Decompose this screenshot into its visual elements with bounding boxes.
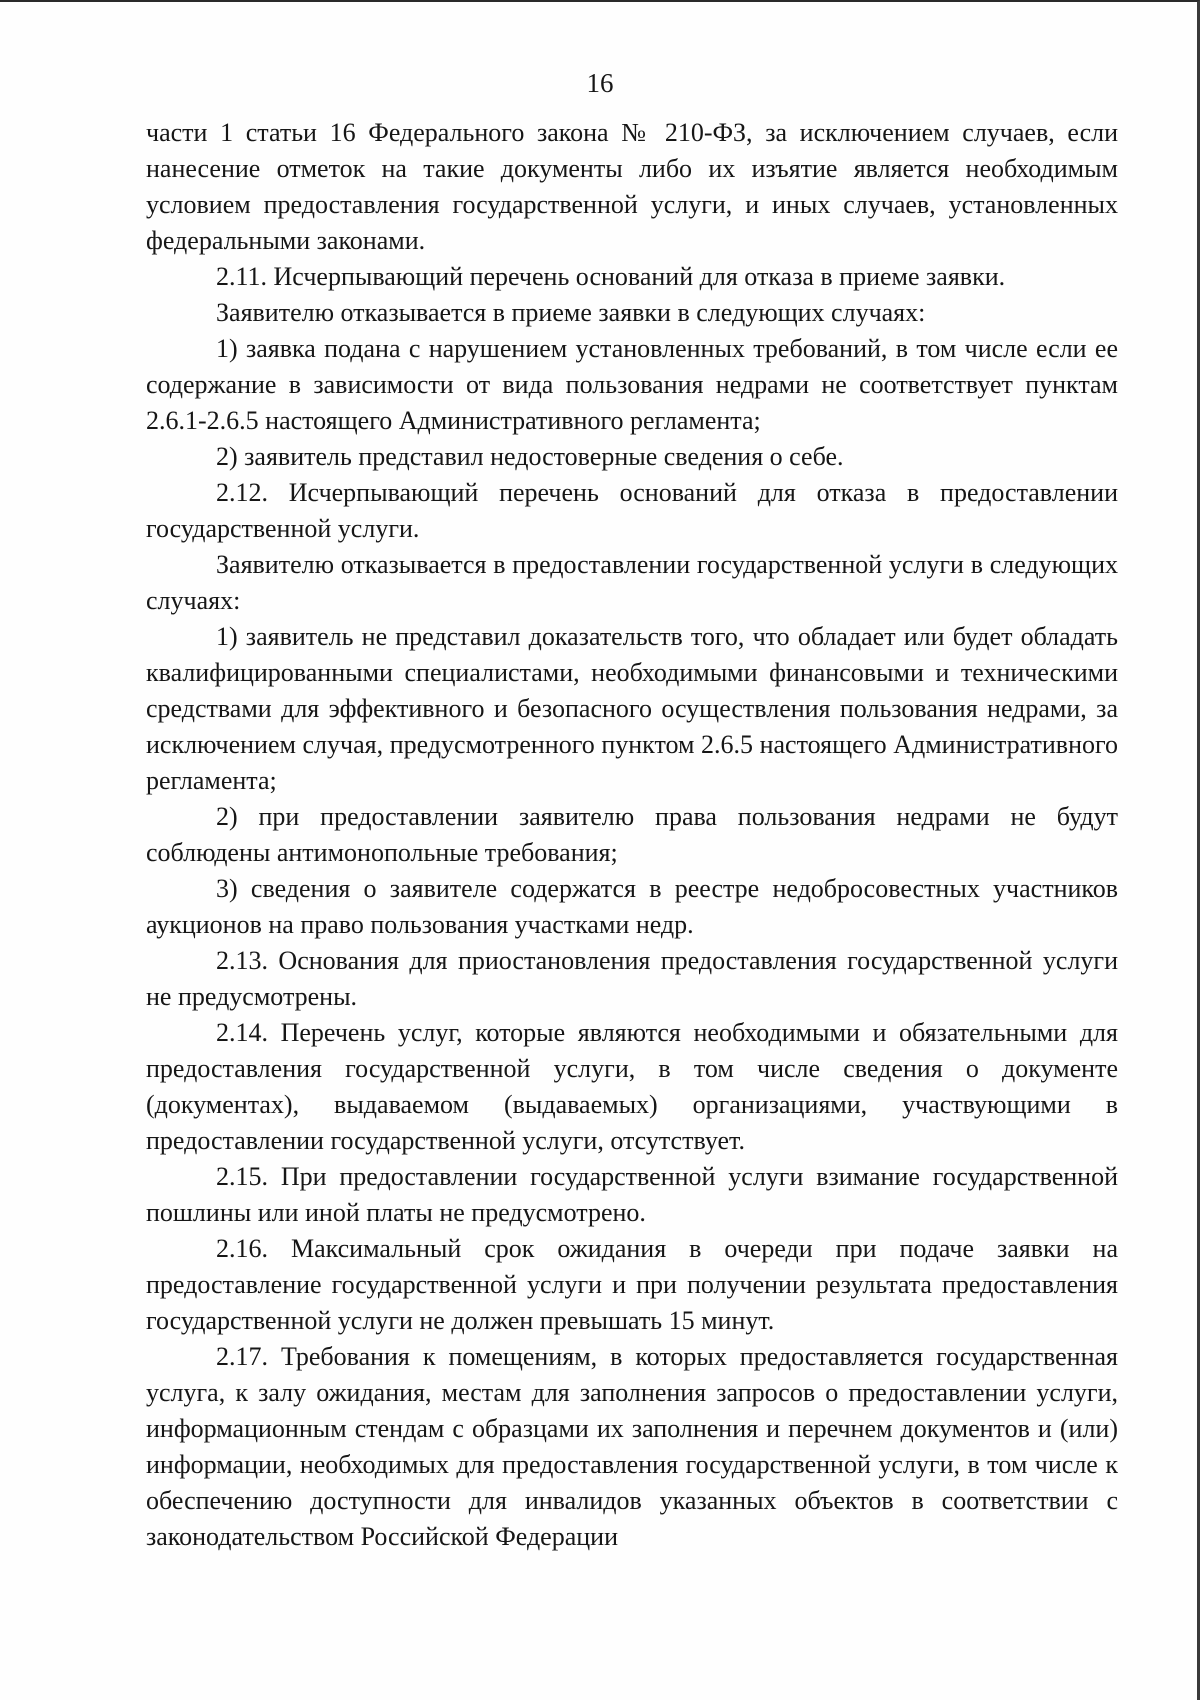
- paragraph: 2.14. Перечень услуг, которые являются необходимыми и обязательными для предоставления государственной услуги, в том числе сведения о документе (документах), выдаваемом (выдаваемых) организациями, участвующими в предоставлении государственной услуги, отсутствует.: [146, 1018, 1118, 1155]
- page-number: 16: [586, 68, 614, 98]
- paragraph: 1) заявитель не представил доказательств того, что обладает или будет обладать квалифицированными специалистами, необходимыми финансовыми и техническими средствами для эффективного и безопасного осуществления пользования недрами, за исключением случая, предусмотренного пунктом 2.6.5 настоящего Административного регламента;: [146, 622, 1118, 795]
- paragraph: 3) сведения о заявителе содержатся в реестре недобросовестных участников аукционов на право пользования участками недр.: [146, 874, 1118, 939]
- paragraph: 2.16. Максимальный срок ожидания в очереди при подаче заявки на предоставление государственной услуги и при получении результата предоставления государственной услуги не должен превышать 15 минут.: [146, 1234, 1118, 1335]
- paragraph: 2) при предоставлении заявителю права пользования недрами не будут соблюдены антимонопольные требования;: [146, 802, 1118, 867]
- paragraph: 2.11. Исчерпывающий перечень оснований для отказа в приеме заявки.: [216, 262, 1006, 291]
- paragraph: 2.12. Исчерпывающий перечень оснований для отказа в предоставлении государственной услуги.: [146, 478, 1118, 543]
- paragraph: 2.13. Основания для приостановления предоставления государственной услуги не предусмотрены.: [146, 946, 1118, 1011]
- paragraph: Заявителю отказывается в приеме заявки в следующих случаях:: [216, 298, 926, 327]
- paragraph: 2) заявитель представил недостоверные сведения о себе.: [216, 442, 844, 471]
- paragraph: 2.15. При предоставлении государственной услуги взимание государственной пошлины или иной платы не предусмотрено.: [146, 1162, 1118, 1227]
- document-body: [146, 115, 1118, 1555]
- paragraph: части 1 статьи 16 Федерального закона № 210-ФЗ, за исключением случаев, если нанесение отметок на такие документы либо их изъятие является необходимым условием предоставления государственной услуги, и иных случаев, установленных федеральными законами.: [146, 118, 1118, 255]
- paragraph: 2.17. Требования к помещениям, в которых предоставляется государственная услуга, к залу ожидания, местам для заполнения запросов о предоставлении услуги, информационным стендам с образцами их заполнения и перечнем документов и (или) информации, необходимых для предоставления государственной услуги, в том числе к обеспечению доступности для инвалидов указанных объектов в соответствии с законодательством Российской Федерации: [146, 1342, 1118, 1551]
- paragraph: 1) заявка подана с нарушением установленных требований, в том числе если ее содержание в зависимости от вида пользования недрами не соответствует пунктам 2.6.1-2.6.5 настоящего Административного регламента;: [146, 334, 1118, 435]
- paragraph: Заявителю отказывается в предоставлении государственной услуги в следующих случаях:: [146, 550, 1118, 615]
